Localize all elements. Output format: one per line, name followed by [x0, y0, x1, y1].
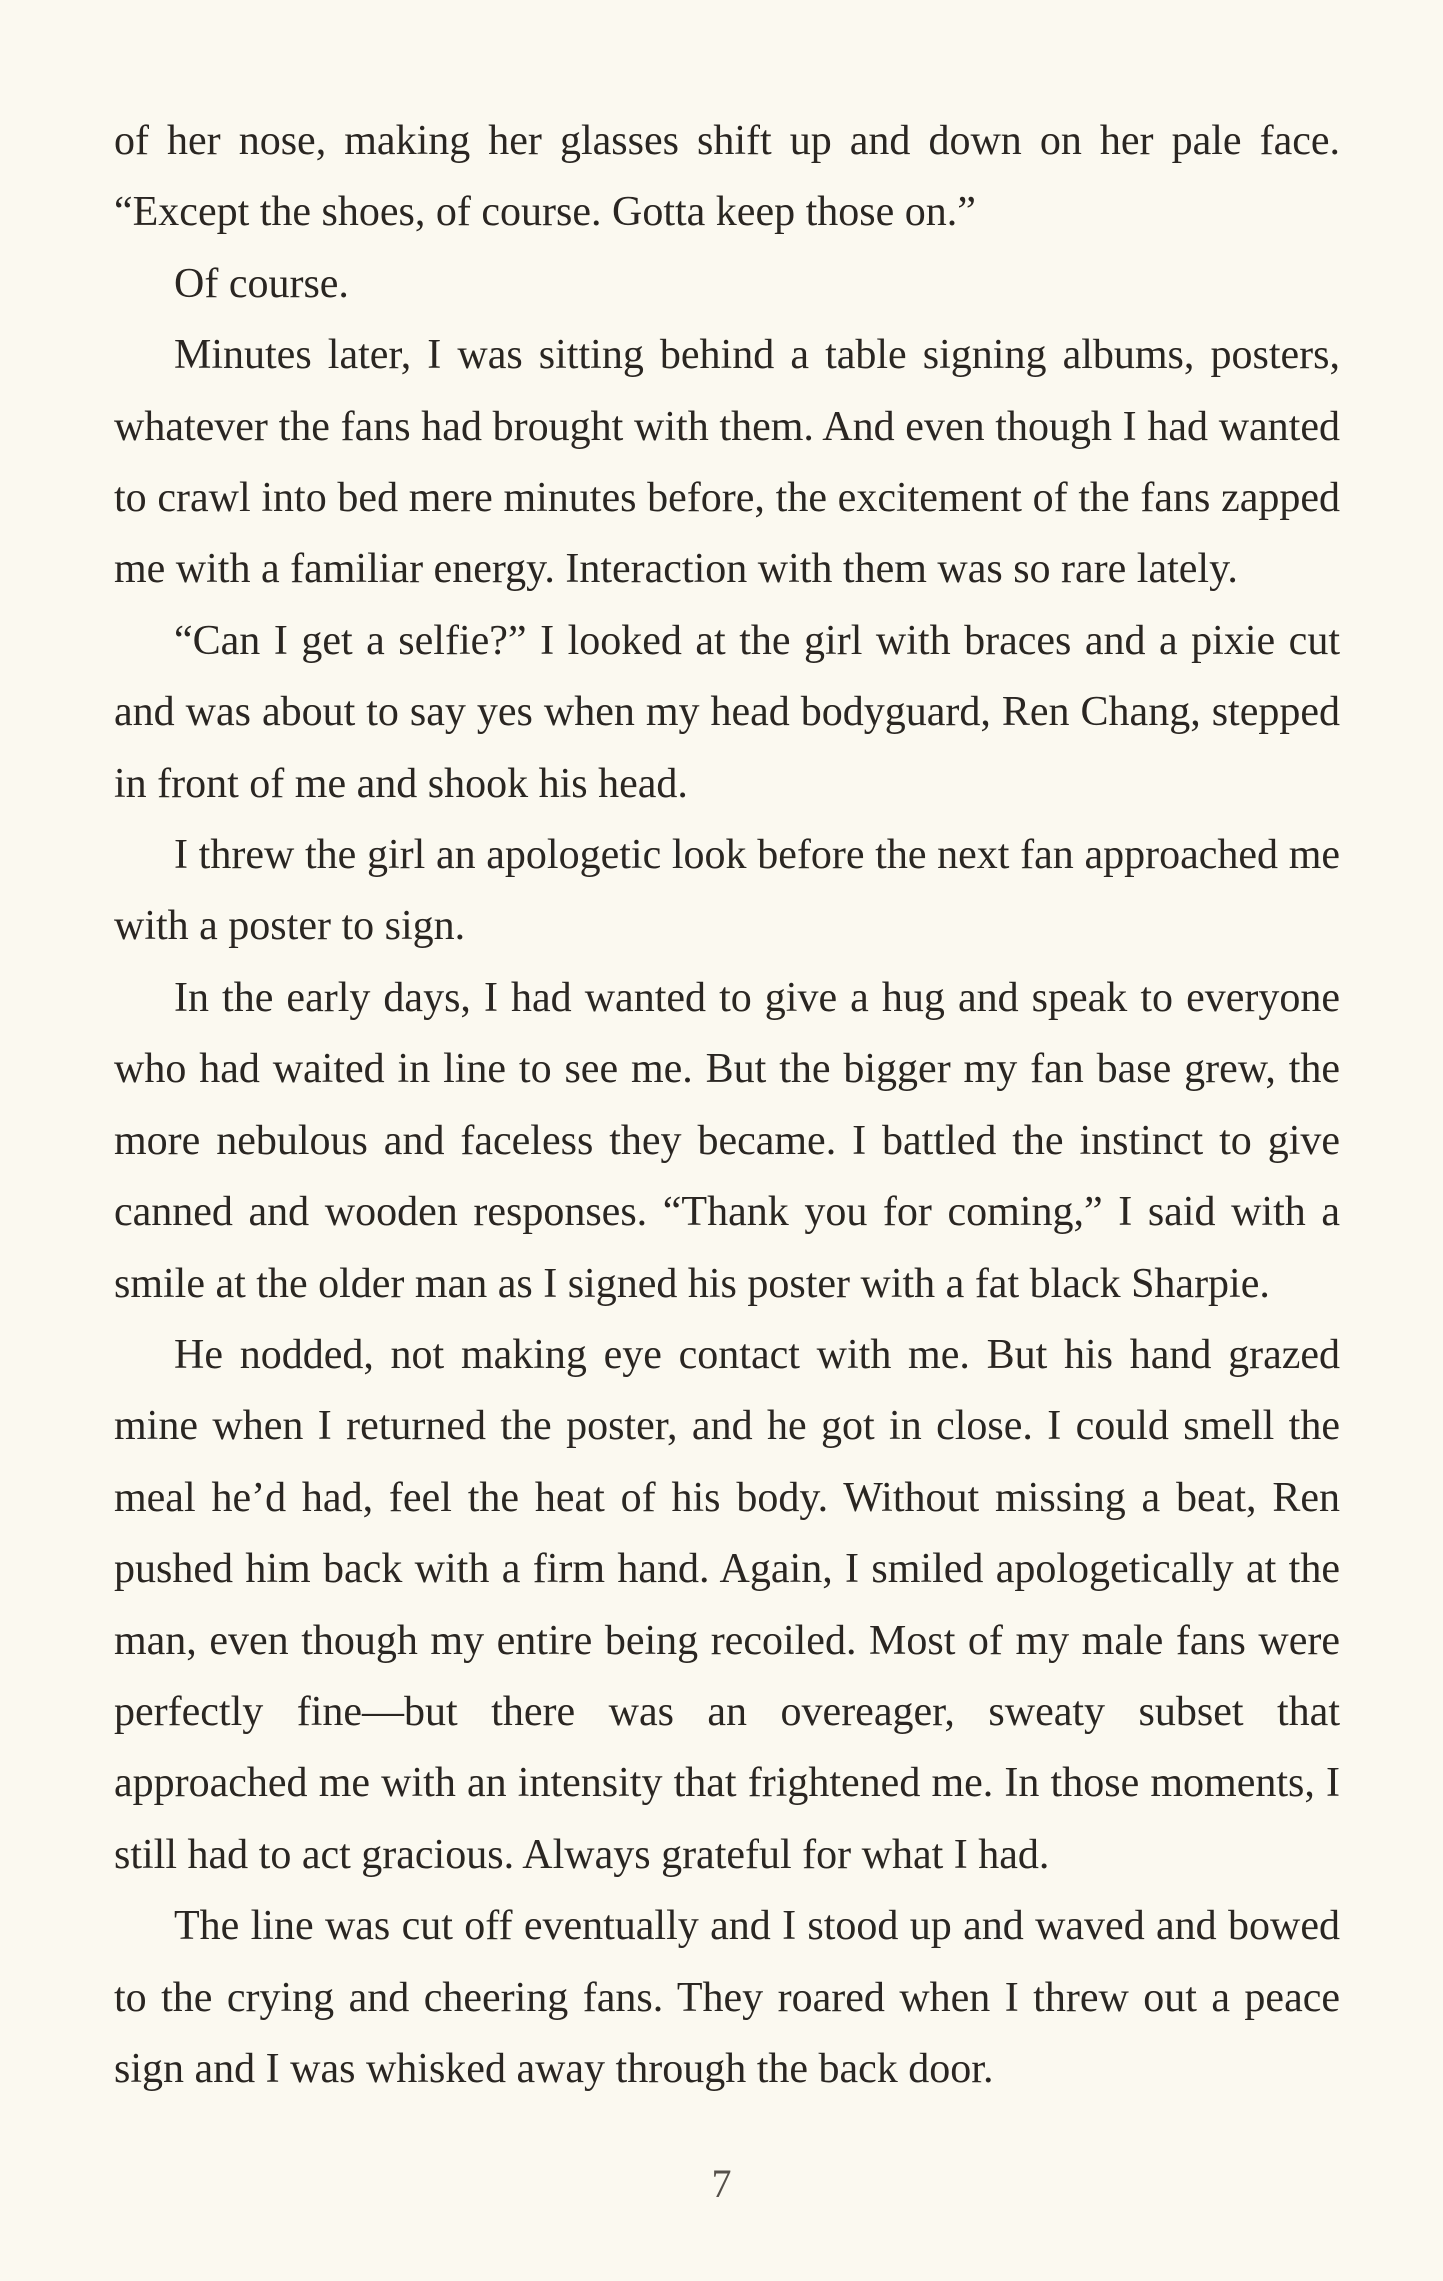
paragraph: of her nose, making her glasses shift up and down on her pale face. “Except the shoes, of course. Gotta keep those on.”: [114, 118, 1340, 236]
paragraph: I threw the girl an apologetic look before the next fan approached me with a poster to sign.: [114, 832, 1340, 950]
body-text: [114, 106, 1340, 2105]
paragraph: Of course.: [174, 260, 349, 307]
paragraph: The line was cut off eventually and I stood up and waved and bowed to the crying and cheering fans. They roared when I threw out a peace sign and I was whisked away through the back door.: [114, 1903, 1340, 2092]
paragraph: Minutes later, I was sitting behind a table signing albums, posters, whatever the fans had brought with them. And even though I had wanted to crawl into bed mere minutes before, the excitement of the fans zapped me with a familiar energy. Interaction with them was so rare lately.: [114, 332, 1340, 593]
paragraph: In the early days, I had wanted to give a hug and speak to everyone who had waited in line to see me. But the bigger my fan base grew, the more nebulous and faceless they became. I battled the instinct to give canned and wooden responses. “Thank you for coming,” I said with a smile at the older man as I signed his poster with a fat black Sharpie.: [114, 974, 1340, 1307]
page-number: 7: [711, 2161, 732, 2206]
paragraph: He nodded, not making eye contact with me. But his hand grazed mine when I returned the poster, and he got in close. I could smell the meal he’d had, feel the heat of his body. Without missing a beat, Ren pushed him back with a firm hand. Again, I smiled apologetically at the man, even though my entire being recoiled. Most of my male fans were perfectly fine—but there was an overeager, sweaty subset that approached me with an intensity that frightened me. In those moments, I still had to act gracious. Always grateful for what I had.: [114, 1331, 1340, 1878]
paragraph: “Can I get a selfie?” I looked at the girl with braces and a pixie cut and was about to say yes when my head bodyguard, Ren Chang, stepped in front of me and shook his head.: [114, 617, 1340, 807]
